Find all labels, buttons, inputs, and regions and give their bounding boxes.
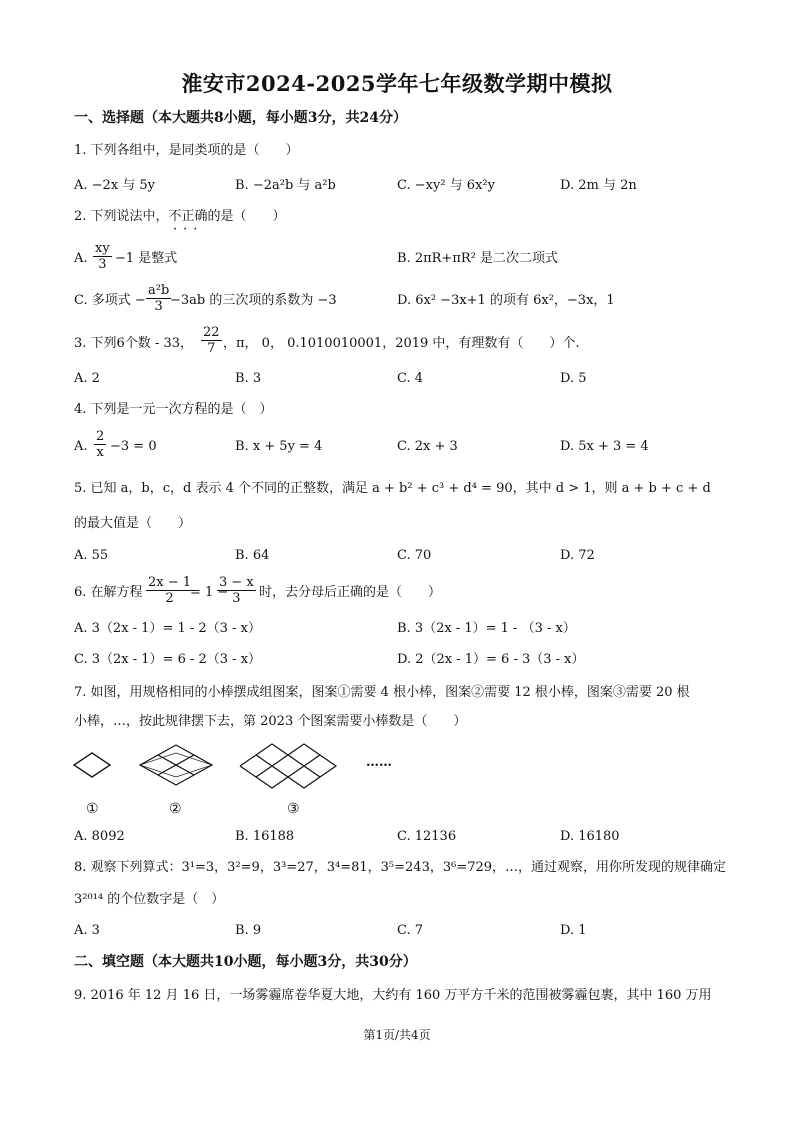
q4-option-a-label: A. xyxy=(74,439,88,454)
q6-stem-post: 时，去分母后正确的是（ ） xyxy=(259,585,442,600)
page-title: 淮安市2024-2025学年七年级数学期中模拟 xyxy=(181,71,613,96)
q5-option-b: B. 64 xyxy=(235,548,270,563)
q6-option-b: B. 3（2x - 1）= 1 - （3 - x） xyxy=(397,621,576,636)
q2-stem: 2. 下列说法中，不正确的是（ ） xyxy=(74,209,286,224)
q6-equals: = 1 − xyxy=(190,585,229,600)
q7-label-2: ② xyxy=(169,801,182,817)
q4-stem: 4. 下列是一元一次方程的是（ ） xyxy=(74,402,273,417)
q1-option-a: A. −2x 与 5y xyxy=(74,178,156,193)
q8-option-d: D. 1 xyxy=(560,923,587,938)
q2-option-b: B. 2πR+πR² 是二次二项式 xyxy=(397,251,558,266)
q7-option-b: B. 16188 xyxy=(235,829,295,844)
q4-option-a-fraction: $\frac{2}{x}$ xyxy=(96,429,105,460)
q2-option-c-tail: −3ab 的三次项的系数为 −3 xyxy=(170,293,337,308)
q7-label-1: ① xyxy=(86,801,99,817)
q3-option-d: D. 5 xyxy=(560,371,587,386)
q7-option-d: D. 16180 xyxy=(560,829,620,844)
q4-option-c: C. 2x + 3 xyxy=(397,439,458,454)
q6-option-c: C. 3（2x - 1）= 6 - 2（3 - x） xyxy=(74,652,262,667)
pattern-1-rhombus xyxy=(74,753,110,777)
pattern-3 xyxy=(236,741,376,791)
q6-fraction-left: $\frac{2x - 1}{2}$ xyxy=(148,575,192,606)
q5-line2: 的最大值是（ ） xyxy=(74,516,192,531)
q6-fraction-right: $\frac{3 - x}{3}$ xyxy=(219,575,254,606)
page-footer: 第1页/共4页 xyxy=(363,1028,431,1042)
q7-ellipsis: …… xyxy=(366,755,392,770)
q1-option-c: C. −xy² 与 6x²y xyxy=(397,178,495,193)
section-heading-fill: 二、填空题（本大题共10小题，每小题3分，共30分） xyxy=(74,954,417,970)
q2-option-d: D. 6x² −3x+1 的项有 6x²，−3x，1 xyxy=(397,293,615,308)
q1-option-b: B. −2a²b 与 a²b xyxy=(235,178,336,193)
q6-option-a: A. 3（2x - 1）= 1 - 2（3 - x） xyxy=(74,621,261,636)
q1-stem: 1. 下列各组中，是同类项的是（ ） xyxy=(74,143,299,158)
q6-stem-pre: 6. 在解方程 xyxy=(74,585,143,600)
emphasis-dots: ··· xyxy=(173,222,204,237)
q2-option-c-pre: C. 多项式 − xyxy=(74,293,146,308)
q7-label-3: ③ xyxy=(287,801,300,817)
q7-line2: 小棒，…，按此规律摆下去，第 2023 个图案需要小棒数是（ ） xyxy=(74,714,467,729)
q4-option-b: B. x + 5y = 4 xyxy=(235,439,323,454)
q9-line1: 9. 2016 年 12 月 16 日，一场雾霾席卷华夏大地，大约有 160 万平方千米的范围被雾霾包裹，其中 160 万用 xyxy=(74,988,712,1003)
q3-option-c: C. 4 xyxy=(397,371,424,386)
q4-option-d: D. 5x + 3 = 4 xyxy=(560,439,649,454)
q3-option-b: B. 3 xyxy=(235,371,262,386)
q8-option-a: A. 3 xyxy=(74,923,100,938)
q5-option-c: C. 70 xyxy=(397,548,432,563)
q5-option-a: A. 55 xyxy=(74,548,109,563)
q6-option-d: D. 2（2x - 1）= 6 - 3（3 - x） xyxy=(397,652,585,667)
q8-line2: 3²⁰¹⁴ 的个位数字是（ ） xyxy=(74,892,225,907)
q8-line1: 8. 观察下列算式：3¹=3，3²=9，3³=27，3⁴=81，3⁵=243，3⁶=729，…，通过观察，用你所发现的规律确定 xyxy=(74,860,727,875)
q5-option-d: D. 72 xyxy=(560,548,595,563)
q7-option-c: C. 12136 xyxy=(397,829,457,844)
q4-option-a-tail: −3 = 0 xyxy=(110,439,157,454)
q2-option-a-label: A. xyxy=(74,251,88,266)
q2-option-c-fraction: $\frac{\text{a²b}}{3}$ xyxy=(148,283,170,314)
q8-option-c: C. 7 xyxy=(397,923,424,938)
q3-stem-post: ，π， 0， 0.1010010001，2019 中，有理数有（ ）个. xyxy=(223,336,580,351)
q7-option-a: A. 8092 xyxy=(74,829,125,844)
section-heading-choice: 一、选择题（本大题共8小题，每小题3分，共24分） xyxy=(74,110,407,126)
q5-line1: 5. 已知 a，b，c，d 表示 4 个不同的正整数，满足 a + b² + c³ + d⁴ = 90，其中 d > 1，则 a + b + c + d xyxy=(74,481,711,496)
q3-stem-pre: 3. 下列6个数 - 33， xyxy=(74,336,194,351)
q3-fraction: $\frac{22}{7}$ xyxy=(203,325,220,356)
q7-line1: 7. 如图，用规格相同的小棒摆成组图案，图案①需要 4 根小棒，图案②需要 12 根小棒，图案③需要 20 根 xyxy=(74,685,690,700)
q2-option-a-fraction: $\frac{xy}{3}$ xyxy=(95,241,110,272)
q3-option-a: A. 2 xyxy=(74,371,100,386)
q1-option-d: D. 2m 与 2n xyxy=(560,178,637,193)
q2-option-a-tail: −1 是整式 xyxy=(115,251,178,266)
q8-option-b: B. 9 xyxy=(235,923,262,938)
